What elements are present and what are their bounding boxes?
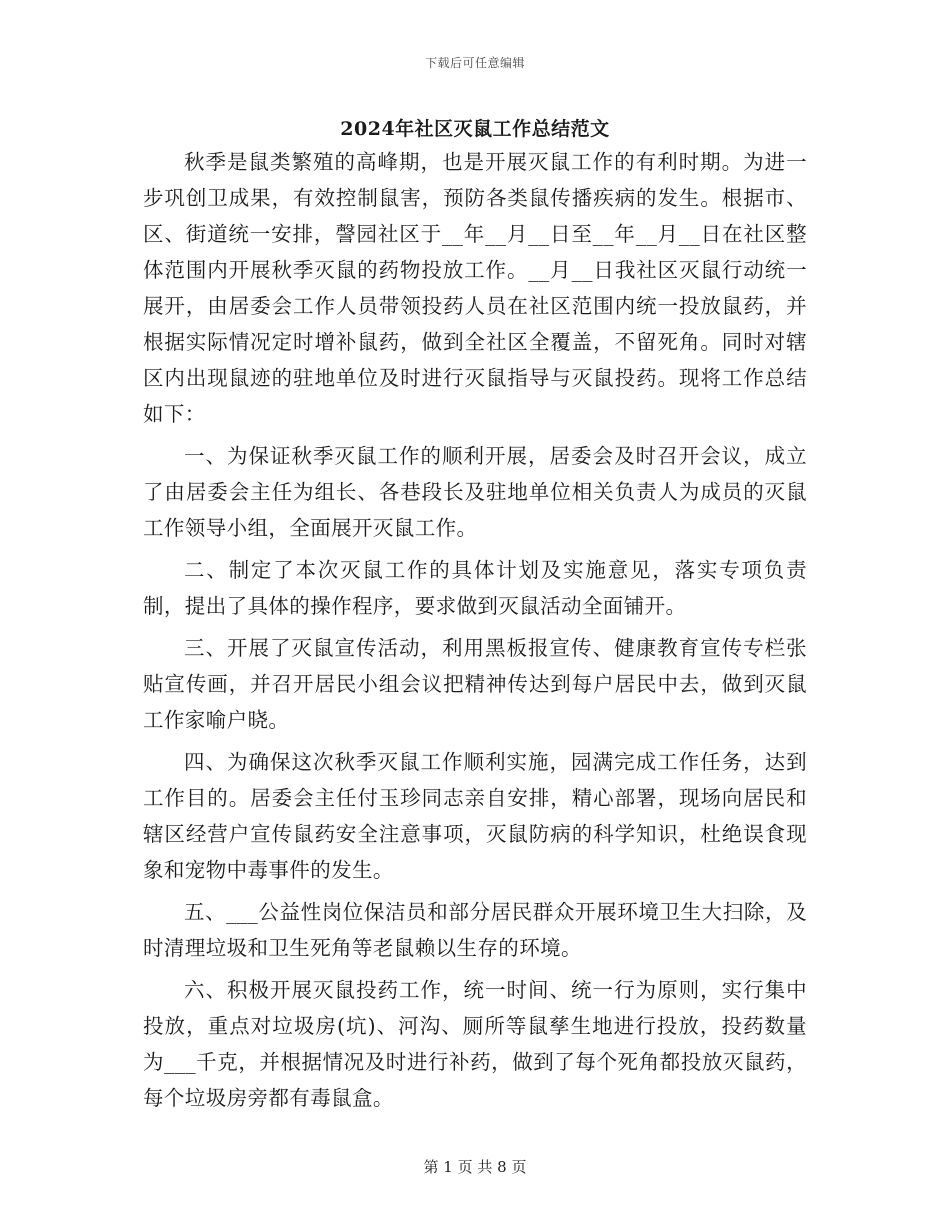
document-body [143,144,807,1116]
document-title: 2024年社区灭鼠工作总结范文 [340,118,610,140]
paragraph-intro: 秋季是鼠类繁殖的高峰期，也是开展灭鼠工作的有利时期。为进一步巩创卫成果，有效控制鼠害，预防各类鼠传播疾病的发生。根据市、区、街道统一安排，謦园社区于__年__月__日至__年__月__日在社区整体范围内开展秋季灭鼠的药物投放工作。__月__日我社区灭鼠行动统一展开，由居委会工作人员带领投药人员在社区范围内统一投放鼠药，并根据实际情况定时增补鼠药，做到全社区全覆盖，不留死角。同时对辖区内出现鼠迹的驻地单位及时进行灭鼠指导与灭鼠投药。现将工作总结如下： [143,150,807,426]
paragraph-item-5: 五、___公益性岗位保洁员和部分居民群众开展环境卫生大扫除，及时清理垃圾和卫生死角等老鼠赖以生存的环境。 [143,900,807,960]
paragraph-item-1: 一、为保证秋季灭鼠工作的顺利开展，居委会及时召开会议，成立了由居委会主任为组长、各巷段长及驻地单位相关负责人为成员的灭鼠工作领导小组，全面展开灭鼠工作。 [143,444,807,540]
page-footer-number: 第 1 页 共 8 页 [423,1158,527,1176]
paragraph-item-6: 六、积极开展灭鼠投药工作，统一时间、统一行为原则，实行集中投放，重点对垃圾房(坑)、河沟、厕所等鼠孳生地进行投放，投药数量为___千克，并根据情况及时进行补药，做到了每个死角都投放灭鼠药，每个垃圾房旁都有毒鼠盒。 [143,978,807,1110]
paragraph-item-4: 四、为确保这次秋季灭鼠工作顺利实施，园满完成工作任务，达到工作目的。居委会主任付玉珍同志亲自安排，精心部署，现场向居民和辖区经营户宣传鼠药安全注意事项，灭鼠防病的科学知识，杜绝误食现象和宠物中毒事件的发生。 [143,750,807,882]
paragraph-item-2: 二、制定了本次灭鼠工作的具体计划及实施意见，落实专项负责制，提出了具体的操作程序，要求做到灭鼠活动全面铺开。 [143,558,807,618]
page-header-note: 下载后可任意编辑 [424,56,525,70]
paragraph-item-3: 三、开展了灭鼠宣传活动，利用黑板报宣传、健康教育宣传专栏张贴宣传画，并召开居民小组会议把精神传达到每户居民中去，做到灭鼠工作家喻户晓。 [143,636,807,732]
